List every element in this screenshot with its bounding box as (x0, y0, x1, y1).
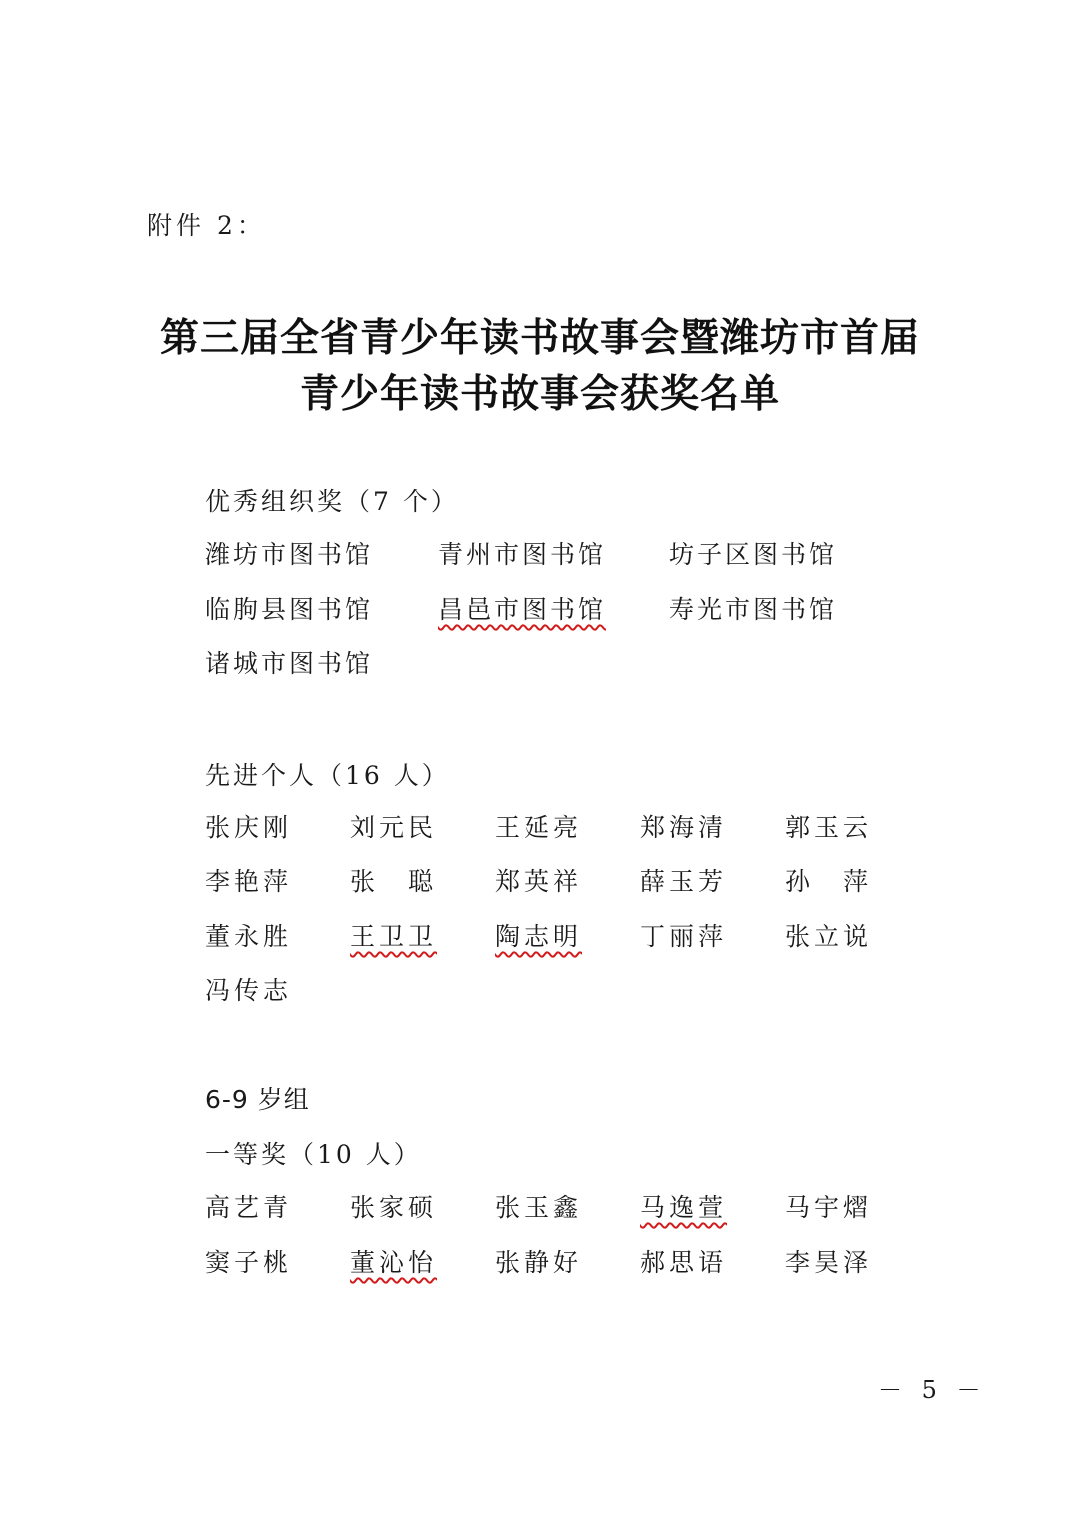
person-name: 孙 萍 (785, 867, 873, 896)
attachment-label: 附件 2： (147, 211, 266, 240)
page-title-line-1: 第三届全省青少年读书故事会暨潍坊市首届 (159, 316, 920, 361)
library-name: 临朐县图书馆 (205, 595, 374, 624)
library-name: 青州市图书馆 (438, 540, 607, 569)
person-name: 张 聪 (350, 867, 438, 896)
person-name: 张静好 (495, 1248, 583, 1277)
person-name: 马宇熠 (785, 1193, 873, 1222)
org-award-heading: 优秀组织奖（7 个） (205, 487, 459, 516)
person-name: 薛玉芳 (640, 867, 728, 896)
person-name: 高艺青 (205, 1193, 293, 1222)
person-name: 王卫卫 (350, 922, 438, 951)
person-name: 窦子桃 (205, 1248, 293, 1277)
person-name: 郑海清 (640, 813, 728, 842)
person-name: 郝思语 (640, 1248, 728, 1277)
page-title-line-2: 青少年读书故事会获奖名单 (299, 372, 780, 417)
person-name: 张立说 (785, 922, 873, 951)
library-name: 坊子区图书馆 (669, 540, 838, 569)
person-name: 马逸萱 (640, 1193, 728, 1222)
person-name: 李昊泽 (785, 1248, 873, 1277)
person-name: 郭玉云 (785, 813, 873, 842)
age-group-label: 6-9 岁组 (205, 1085, 310, 1114)
person-name: 陶志明 (495, 922, 583, 951)
person-name: 王延亮 (495, 813, 583, 842)
library-name: 潍坊市图书馆 (205, 540, 374, 569)
person-name: 董永胜 (205, 922, 293, 951)
library-name: 寿光市图书馆 (669, 595, 838, 624)
person-name: 郑英祥 (495, 867, 583, 896)
person-name: 张玉鑫 (495, 1193, 583, 1222)
person-name: 张家硕 (350, 1193, 438, 1222)
person-name: 张庆刚 (205, 813, 293, 842)
person-name: 李艳萍 (205, 867, 293, 896)
person-name: 丁丽萍 (640, 922, 728, 951)
person-name: 董沁怡 (350, 1248, 438, 1277)
page-number: － 5 － (878, 1376, 987, 1404)
advanced-individuals-heading: 先进个人（16 人） (205, 761, 450, 790)
person-name: 冯传志 (205, 976, 293, 1005)
first-prize-heading: 一等奖（10 人） (205, 1140, 422, 1169)
person-name: 刘元民 (350, 813, 438, 842)
library-name: 昌邑市图书馆 (438, 595, 607, 624)
library-name: 诸城市图书馆 (205, 649, 374, 678)
